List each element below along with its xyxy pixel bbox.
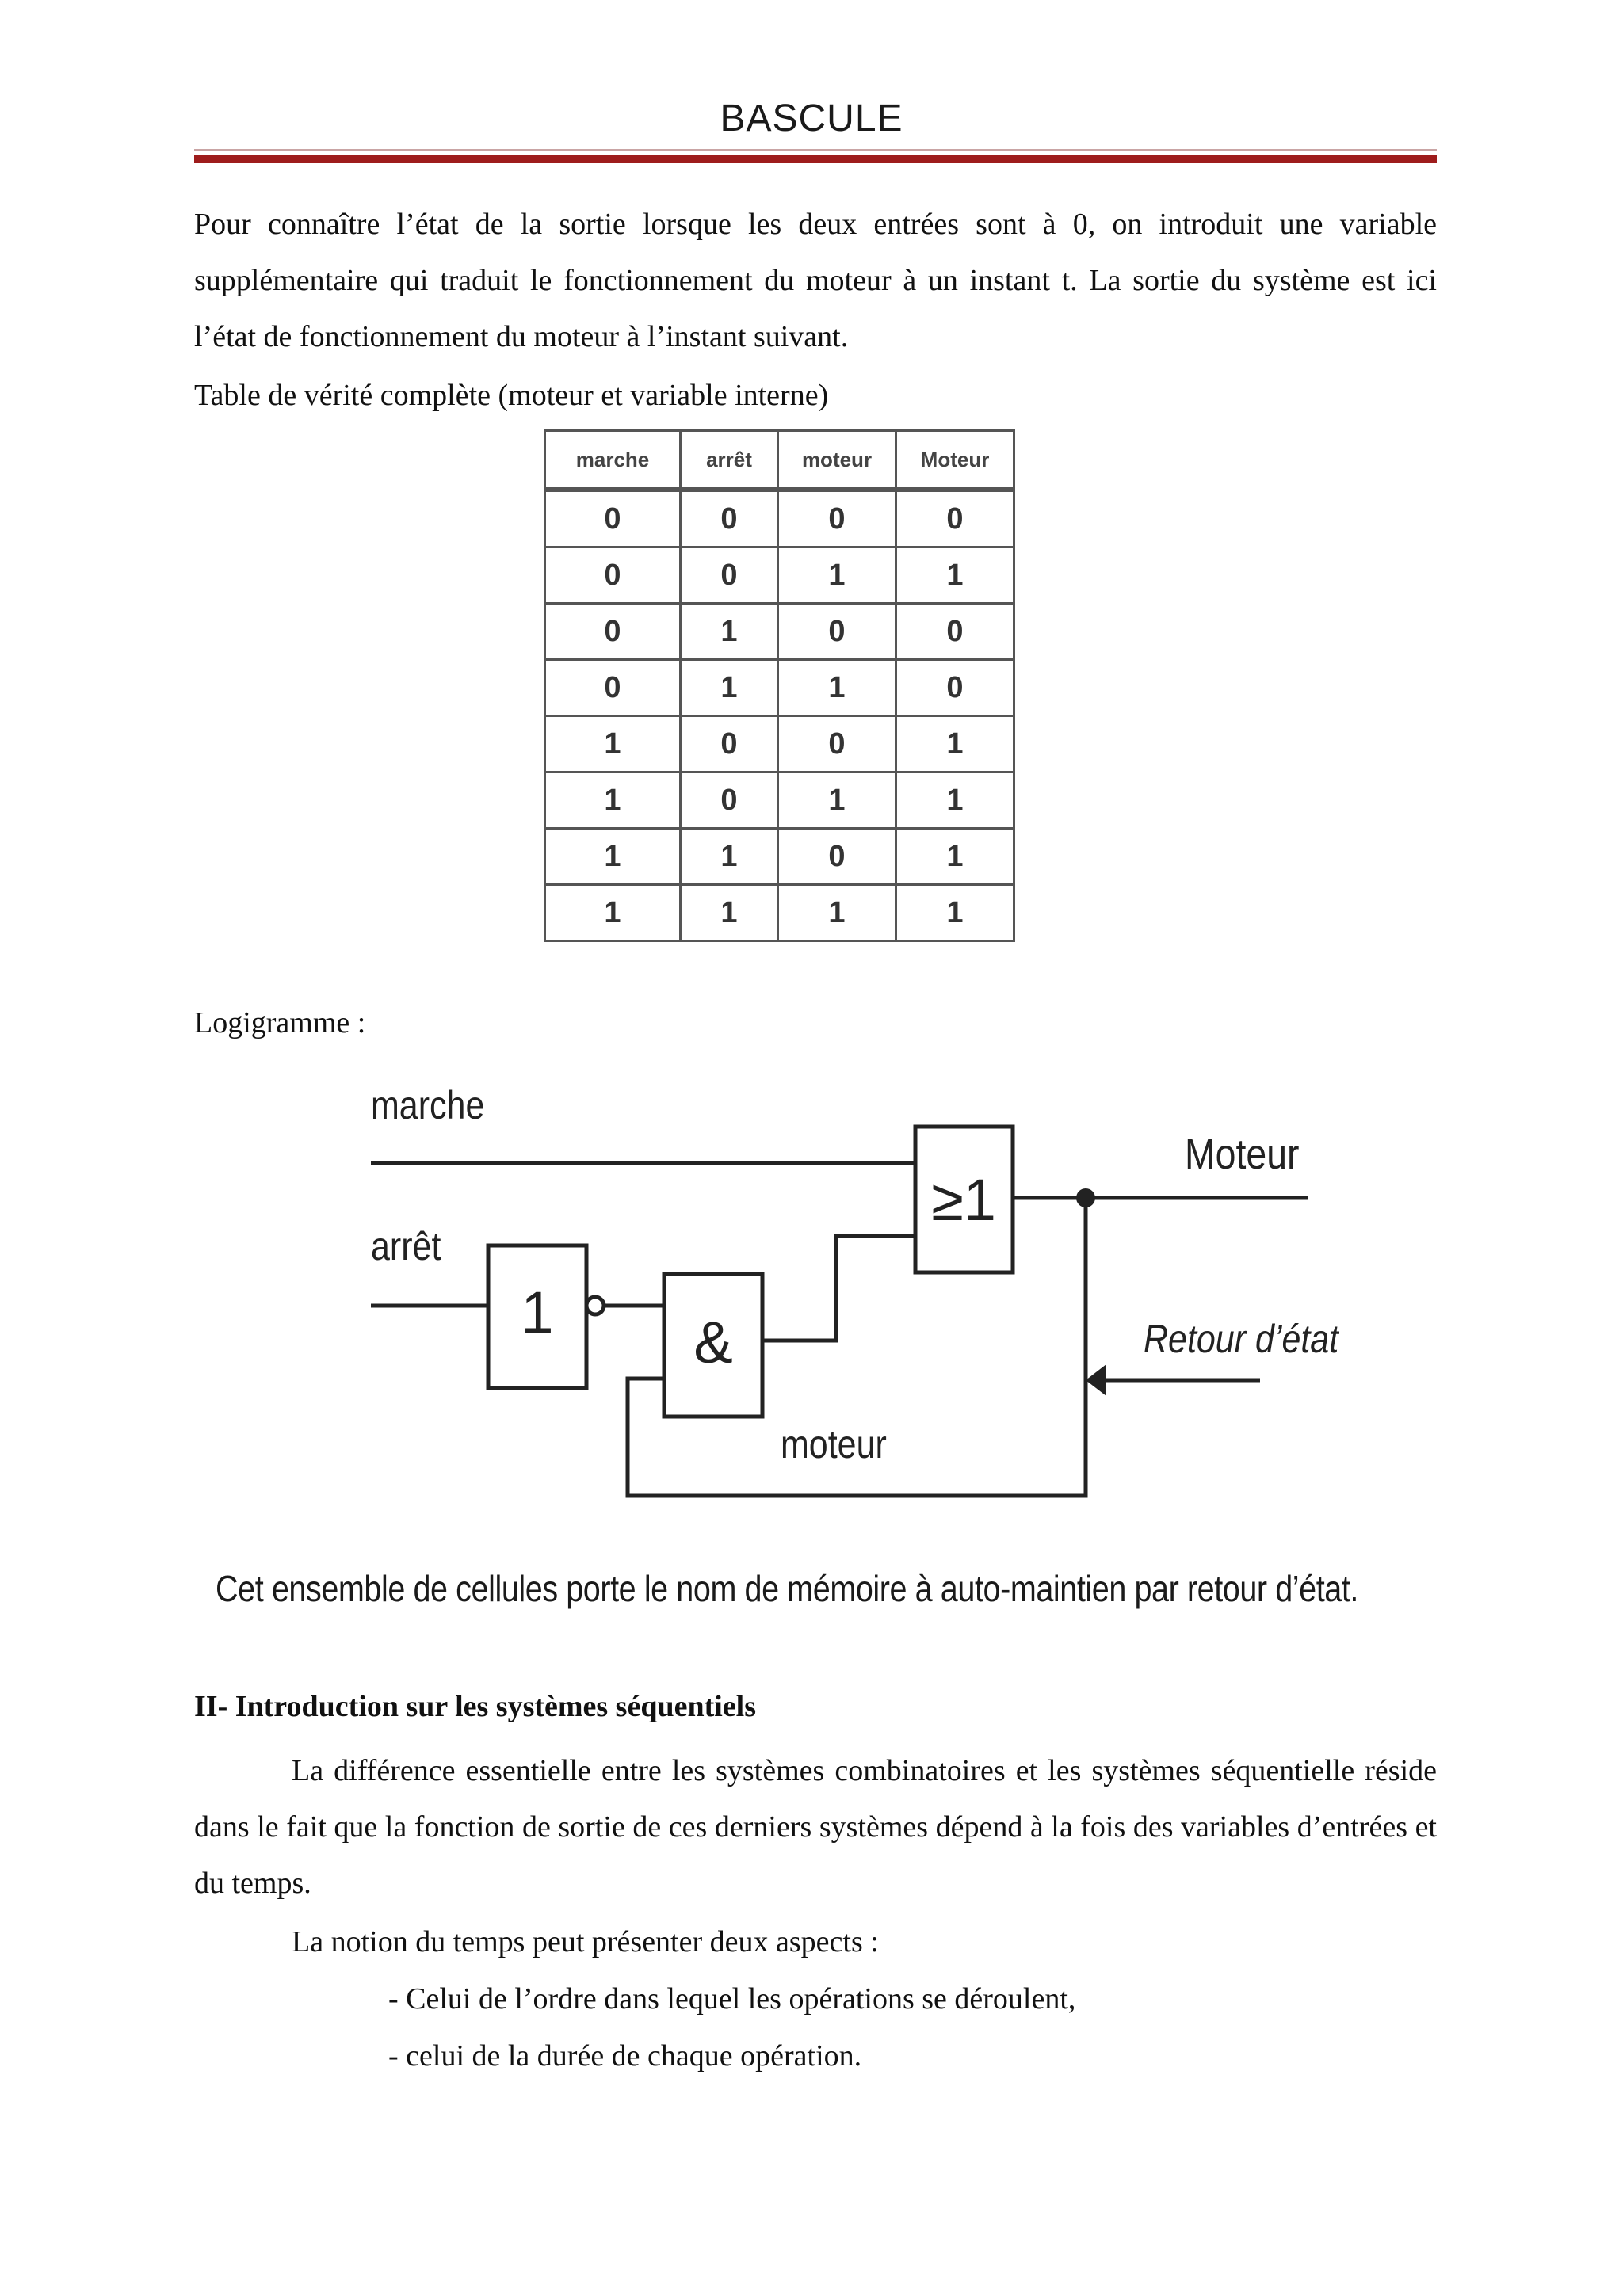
table-cell: 0 xyxy=(681,772,778,829)
table-cell: 1 xyxy=(545,829,681,885)
table-cell: 1 xyxy=(896,772,1014,829)
logigram-caption: Cet ensemble de cellules porte le nom de mémoire à auto-maintien par retour d’état. xyxy=(216,1568,1359,1609)
header-rule-thin xyxy=(194,149,1437,151)
table-cell: 1 xyxy=(545,716,681,772)
gate-not-inversion-bubble xyxy=(586,1297,604,1314)
gate-not-symbol: 1 xyxy=(521,1280,554,1345)
table-cell: 1 xyxy=(778,660,896,716)
table-cell: 0 xyxy=(778,490,896,547)
truth-table-header-row xyxy=(545,431,1014,490)
truth-table xyxy=(544,429,1015,942)
table-cell: 1 xyxy=(545,885,681,941)
list-item: - celui de la durée de chaque opération. xyxy=(388,2039,862,2073)
section-title: II- Introduction sur les systèmes séquentiels xyxy=(194,1690,757,1723)
section-paragraph: La différence essentielle entre les systèmes combinatoires et les systèmes séquentielle réside dans le fait que la fonction de sortie de ces derniers systèmes dépend à la fois des variables d’entrées et du temps. xyxy=(194,1754,1437,1900)
table-cell: 1 xyxy=(545,772,681,829)
table-cell: 1 xyxy=(778,772,896,829)
table-cell: 0 xyxy=(545,547,681,604)
header-cell-arret: arrêt xyxy=(681,431,778,490)
header-cell-moteur: moteur xyxy=(778,431,896,490)
table-cell: 1 xyxy=(681,885,778,941)
table-cell: 1 xyxy=(681,829,778,885)
table-cell: 0 xyxy=(681,490,778,547)
gate-or-symbol: ≥1 xyxy=(931,1167,996,1233)
feedback-arrow-head xyxy=(1086,1364,1106,1396)
header-cell-marche: marche xyxy=(545,431,681,490)
table-cell: 0 xyxy=(545,490,681,547)
logigram-label: Logigramme : xyxy=(194,1006,366,1039)
table-row xyxy=(545,547,1014,604)
header-rule-thick xyxy=(194,155,1437,163)
wire-and-to-or xyxy=(761,1236,914,1341)
label-moteur-internal: moteur xyxy=(781,1421,887,1466)
table-caption: Table de vérité complète (moteur et variable interne) xyxy=(194,379,829,412)
table-cell: 1 xyxy=(896,829,1014,885)
table-cell: 0 xyxy=(545,660,681,716)
table-cell: 1 xyxy=(778,547,896,604)
table-cell: 1 xyxy=(896,547,1014,604)
table-row xyxy=(545,604,1014,660)
page-header-title: BASCULE xyxy=(720,97,903,139)
table-cell: 1 xyxy=(778,885,896,941)
header-cell-moteur-output: Moteur xyxy=(896,431,1014,490)
table-cell: 0 xyxy=(896,660,1014,716)
table-cell: 1 xyxy=(896,716,1014,772)
table-cell: 0 xyxy=(681,547,778,604)
junction-dot xyxy=(1076,1188,1095,1207)
table-cell: 0 xyxy=(778,716,896,772)
table-row xyxy=(545,885,1014,941)
table-cell: 0 xyxy=(778,829,896,885)
label-marche: marche xyxy=(371,1082,485,1127)
table-row xyxy=(545,772,1014,829)
table-cell: 0 xyxy=(896,604,1014,660)
table-cell: 0 xyxy=(896,490,1014,547)
label-retour-etat: Retour d’état xyxy=(1144,1316,1339,1361)
table-row xyxy=(545,829,1014,885)
label-arret: arrêt xyxy=(371,1223,441,1268)
logigram-diagram xyxy=(349,1062,1339,1505)
table-row xyxy=(545,660,1014,716)
gate-and-symbol: & xyxy=(693,1310,733,1375)
table-cell: 1 xyxy=(681,604,778,660)
label-moteur-output: Moteur xyxy=(1185,1129,1300,1178)
table-cell: 1 xyxy=(896,885,1014,941)
table-row xyxy=(545,490,1014,547)
table-cell: 0 xyxy=(778,604,896,660)
table-cell: 1 xyxy=(681,660,778,716)
intro-paragraph: Pour connaître l’état de la sortie lorsque les deux entrées sont à 0, on introduit une variable supplémentaire qui traduit le fonctionnement du moteur à un instant t. La sortie du système est ici l’état de fonctionnement du moteur à l’instant suivant. xyxy=(194,208,1437,353)
list-item: - Celui de l’ordre dans lequel les opérations se déroulent, xyxy=(388,1982,1076,2016)
table-cell: 0 xyxy=(545,604,681,660)
aspects-intro: La notion du temps peut présenter deux aspects : xyxy=(292,1925,879,1958)
table-cell: 0 xyxy=(681,716,778,772)
table-row xyxy=(545,716,1014,772)
